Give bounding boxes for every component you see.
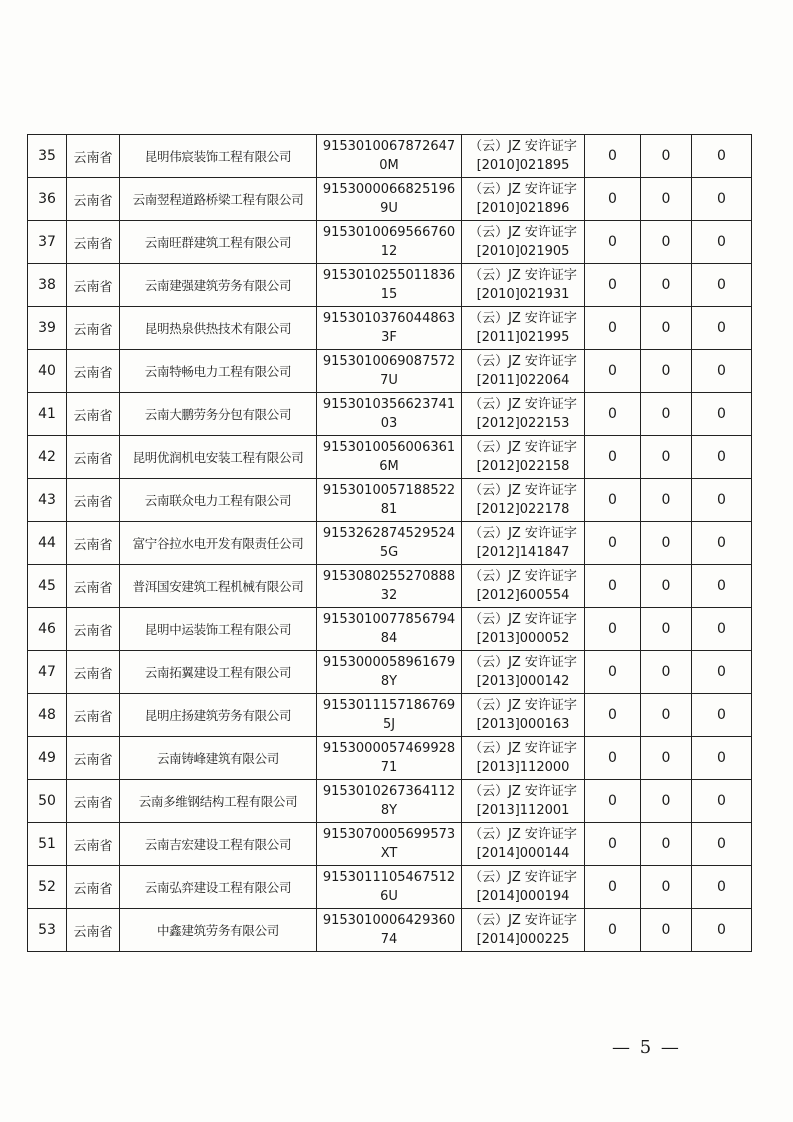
license-line-2: [2012]022178: [476, 502, 570, 517]
row-province: 云南省: [67, 135, 120, 178]
row-credit-code: [317, 479, 462, 522]
license-line-1: （云）JZ 安许证字: [469, 827, 577, 842]
row-credit-code: [317, 264, 462, 307]
table-row: [28, 866, 752, 909]
credit-code-line-1: 9153000066825196: [322, 182, 456, 197]
table-row: [28, 221, 752, 264]
credit-code-line-2: 8Y: [380, 674, 398, 689]
license-line-2: [2010]021931: [476, 287, 570, 302]
row-license-number: [462, 866, 585, 909]
row-credit-code: [317, 737, 462, 780]
row-credit-code: [317, 866, 462, 909]
license-line-1: （云）JZ 安许证字: [469, 526, 577, 541]
credit-code-line-1: 9153262874529524: [322, 526, 456, 541]
credit-code-line-2: 03: [380, 416, 398, 431]
row-company-name: 云南特畅电力工程有限公司: [120, 350, 317, 393]
row-index: 37: [28, 221, 67, 264]
row-license-number: [462, 608, 585, 651]
row-count-3: 0: [692, 221, 752, 264]
row-province: 云南省: [67, 651, 120, 694]
license-line-1: （云）JZ 安许证字: [469, 655, 577, 670]
row-province: 云南省: [67, 608, 120, 651]
row-company-name: 云南联众电力工程有限公司: [120, 479, 317, 522]
row-province: 云南省: [67, 565, 120, 608]
license-line-1: （云）JZ 安许证字: [469, 569, 577, 584]
row-count-2: 0: [641, 307, 692, 350]
row-count-1: 0: [585, 823, 641, 866]
row-company-name: 昆明伟宸装饰工程有限公司: [120, 135, 317, 178]
row-index: 52: [28, 866, 67, 909]
credit-code-line-1: 9153010376044863: [322, 311, 456, 326]
row-count-2: 0: [641, 393, 692, 436]
row-province: 云南省: [67, 909, 120, 952]
row-count-1: 0: [585, 307, 641, 350]
credit-code-line-2: 84: [380, 631, 398, 646]
page-number: — 5 —: [612, 1037, 681, 1058]
row-index: 40: [28, 350, 67, 393]
table-row: [28, 565, 752, 608]
row-credit-code: [317, 307, 462, 350]
credit-code-line-2: 74: [380, 932, 398, 947]
credit-code-line-1: 9153010006429360: [322, 913, 456, 928]
row-count-2: 0: [641, 823, 692, 866]
row-license-number: [462, 350, 585, 393]
row-company-name: 昆明热泉供热技术有限公司: [120, 307, 317, 350]
license-line-2: [2013]000163: [476, 717, 570, 732]
row-count-3: 0: [692, 479, 752, 522]
row-credit-code: [317, 608, 462, 651]
credit-code-line-2: 5G: [379, 545, 399, 560]
row-index: 49: [28, 737, 67, 780]
row-count-2: 0: [641, 565, 692, 608]
table-row: [28, 264, 752, 307]
table-row: [28, 694, 752, 737]
license-line-2: [2013]000142: [476, 674, 570, 689]
license-line-1: （云）JZ 安许证字: [469, 311, 577, 326]
credit-code-line-1: 9153070005699573: [322, 827, 456, 842]
license-line-2: [2011]021995: [476, 330, 570, 345]
row-credit-code: [317, 823, 462, 866]
row-count-2: 0: [641, 178, 692, 221]
credit-code-line-2: 81: [380, 502, 398, 517]
row-count-2: 0: [641, 866, 692, 909]
table-row: [28, 780, 752, 823]
table-row: [28, 823, 752, 866]
row-count-2: 0: [641, 135, 692, 178]
row-company-name: 昆明优润机电安装工程有限公司: [120, 436, 317, 479]
company-table: [27, 134, 752, 952]
row-license-number: [462, 264, 585, 307]
row-province: 云南省: [67, 178, 120, 221]
row-province: 云南省: [67, 694, 120, 737]
credit-code-line-2: 0M: [379, 158, 399, 173]
row-index: 44: [28, 522, 67, 565]
row-index: 42: [28, 436, 67, 479]
table-row: [28, 651, 752, 694]
row-index: 36: [28, 178, 67, 221]
row-license-number: [462, 823, 585, 866]
row-count-1: 0: [585, 565, 641, 608]
license-line-1: （云）JZ 安许证字: [469, 698, 577, 713]
table-row: [28, 178, 752, 221]
row-license-number: [462, 694, 585, 737]
row-credit-code: [317, 221, 462, 264]
license-line-1: （云）JZ 安许证字: [469, 268, 577, 283]
row-credit-code: [317, 436, 462, 479]
table-row: [28, 909, 752, 952]
row-count-2: 0: [641, 909, 692, 952]
row-count-2: 0: [641, 522, 692, 565]
row-license-number: [462, 780, 585, 823]
row-province: 云南省: [67, 264, 120, 307]
table-row: [28, 479, 752, 522]
license-line-1: （云）JZ 安许证字: [469, 741, 577, 756]
row-province: 云南省: [67, 479, 120, 522]
license-line-1: （云）JZ 安许证字: [469, 354, 577, 369]
credit-code-line-2: 12: [380, 244, 398, 259]
credit-code-line-1: 9153011157186769: [322, 698, 456, 713]
row-count-2: 0: [641, 651, 692, 694]
row-count-3: 0: [692, 307, 752, 350]
row-license-number: [462, 307, 585, 350]
row-count-1: 0: [585, 264, 641, 307]
row-count-2: 0: [641, 780, 692, 823]
row-index: 50: [28, 780, 67, 823]
row-index: 43: [28, 479, 67, 522]
credit-code-line-2: 7U: [380, 373, 398, 388]
row-company-name: 昆明庄扬建筑劳务有限公司: [120, 694, 317, 737]
row-license-number: [462, 651, 585, 694]
row-count-2: 0: [641, 694, 692, 737]
license-line-1: （云）JZ 安许证字: [469, 397, 577, 412]
credit-code-line-1: 9153010356623741: [322, 397, 456, 412]
row-count-3: 0: [692, 393, 752, 436]
row-count-3: 0: [692, 608, 752, 651]
row-index: 38: [28, 264, 67, 307]
row-count-1: 0: [585, 221, 641, 264]
credit-code-line-2: 32: [380, 588, 398, 603]
row-count-2: 0: [641, 436, 692, 479]
row-province: 云南省: [67, 393, 120, 436]
row-credit-code: [317, 694, 462, 737]
credit-code-line-2: 15: [380, 287, 398, 302]
license-line-1: （云）JZ 安许证字: [469, 225, 577, 240]
row-company-name: 云南建强建筑劳务有限公司: [120, 264, 317, 307]
row-count-1: 0: [585, 135, 641, 178]
row-license-number: [462, 135, 585, 178]
row-count-1: 0: [585, 866, 641, 909]
row-count-3: 0: [692, 135, 752, 178]
row-count-3: 0: [692, 780, 752, 823]
license-line-2: [2012]141847: [476, 545, 570, 560]
row-credit-code: [317, 565, 462, 608]
row-count-1: 0: [585, 522, 641, 565]
row-company-name: 云南弘弈建设工程有限公司: [120, 866, 317, 909]
license-line-2: [2010]021895: [476, 158, 570, 173]
credit-code-line-1: 9153010056006361: [322, 440, 456, 455]
license-line-1: （云）JZ 安许证字: [469, 139, 577, 154]
credit-code-line-1: 9153010255011836: [322, 268, 456, 283]
row-province: 云南省: [67, 307, 120, 350]
license-line-1: （云）JZ 安许证字: [469, 913, 577, 928]
credit-code-line-1: 9153080255270888: [322, 569, 456, 584]
table-row: [28, 135, 752, 178]
row-count-2: 0: [641, 737, 692, 780]
row-credit-code: [317, 522, 462, 565]
license-line-2: [2010]021896: [476, 201, 570, 216]
license-line-2: [2014]000144: [476, 846, 570, 861]
row-company-name: 中鑫建筑劳务有限公司: [120, 909, 317, 952]
credit-code-line-1: 9153010069566760: [322, 225, 456, 240]
row-company-name: 云南大鹏劳务分包有限公司: [120, 393, 317, 436]
row-credit-code: [317, 909, 462, 952]
row-count-3: 0: [692, 350, 752, 393]
table-row: [28, 350, 752, 393]
row-count-3: 0: [692, 823, 752, 866]
table-row: [28, 522, 752, 565]
row-count-1: 0: [585, 393, 641, 436]
credit-code-line-1: 9153010057188522: [322, 483, 456, 498]
row-credit-code: [317, 135, 462, 178]
row-count-2: 0: [641, 608, 692, 651]
row-license-number: [462, 522, 585, 565]
row-count-1: 0: [585, 608, 641, 651]
row-count-2: 0: [641, 264, 692, 307]
license-line-2: [2012]022153: [476, 416, 570, 431]
license-line-1: （云）JZ 安许证字: [469, 870, 577, 885]
row-province: 云南省: [67, 737, 120, 780]
row-count-1: 0: [585, 651, 641, 694]
row-count-1: 0: [585, 737, 641, 780]
license-line-2: [2011]022064: [476, 373, 570, 388]
row-count-3: 0: [692, 737, 752, 780]
row-credit-code: [317, 178, 462, 221]
row-company-name: 云南旺群建筑工程有限公司: [120, 221, 317, 264]
row-count-2: 0: [641, 350, 692, 393]
license-line-2: [2013]112001: [476, 803, 570, 818]
license-line-2: [2014]000194: [476, 889, 570, 904]
row-count-1: 0: [585, 780, 641, 823]
row-index: 51: [28, 823, 67, 866]
credit-code-line-1: 9153010077856794: [322, 612, 456, 627]
table-body: [28, 135, 752, 952]
table-row: [28, 307, 752, 350]
row-count-3: 0: [692, 565, 752, 608]
credit-code-line-2: 6M: [379, 459, 399, 474]
license-line-1: （云）JZ 安许证字: [469, 440, 577, 455]
table-row: [28, 737, 752, 780]
row-license-number: [462, 221, 585, 264]
row-index: 53: [28, 909, 67, 952]
row-count-2: 0: [641, 479, 692, 522]
row-count-3: 0: [692, 522, 752, 565]
license-line-2: [2013]112000: [476, 760, 570, 775]
row-company-name: 普洱国安建筑工程机械有限公司: [120, 565, 317, 608]
row-count-3: 0: [692, 436, 752, 479]
row-count-2: 0: [641, 221, 692, 264]
license-line-2: [2010]021905: [476, 244, 570, 259]
row-license-number: [462, 909, 585, 952]
row-index: 47: [28, 651, 67, 694]
row-credit-code: [317, 780, 462, 823]
credit-code-line-2: 3F: [381, 330, 397, 345]
row-count-1: 0: [585, 909, 641, 952]
credit-code-line-2: 5J: [382, 717, 396, 732]
row-company-name: 云南拓翼建设工程有限公司: [120, 651, 317, 694]
row-count-3: 0: [692, 909, 752, 952]
row-count-3: 0: [692, 651, 752, 694]
row-count-1: 0: [585, 479, 641, 522]
row-company-name: 云南翌程道路桥梁工程有限公司: [120, 178, 317, 221]
table-row: [28, 393, 752, 436]
row-license-number: [462, 565, 585, 608]
credit-code-line-1: 9153010067872647: [322, 139, 456, 154]
row-license-number: [462, 436, 585, 479]
row-province: 云南省: [67, 866, 120, 909]
row-credit-code: [317, 651, 462, 694]
row-company-name: 富宁谷拉水电开发有限责任公司: [120, 522, 317, 565]
row-province: 云南省: [67, 221, 120, 264]
row-province: 云南省: [67, 780, 120, 823]
credit-code-line-1: 9153000057469928: [322, 741, 456, 756]
table-row: [28, 608, 752, 651]
row-province: 云南省: [67, 350, 120, 393]
row-count-1: 0: [585, 694, 641, 737]
row-index: 35: [28, 135, 67, 178]
row-province: 云南省: [67, 823, 120, 866]
table-row: [28, 436, 752, 479]
row-count-3: 0: [692, 264, 752, 307]
license-line-2: [2012]022158: [476, 459, 570, 474]
credit-code-line-2: 71: [380, 760, 398, 775]
row-company-name: 云南吉宏建设工程有限公司: [120, 823, 317, 866]
row-license-number: [462, 479, 585, 522]
row-credit-code: [317, 393, 462, 436]
row-license-number: [462, 178, 585, 221]
credit-code-line-2: 6U: [380, 889, 398, 904]
credit-code-line-2: 9U: [380, 201, 398, 216]
row-index: 41: [28, 393, 67, 436]
credit-code-line-1: 9153010069087572: [322, 354, 456, 369]
row-index: 46: [28, 608, 67, 651]
credit-code-line-1: 9153000058961679: [322, 655, 456, 670]
row-credit-code: [317, 350, 462, 393]
license-line-1: （云）JZ 安许证字: [469, 612, 577, 627]
credit-code-line-2: 8Y: [380, 803, 398, 818]
row-company-name: 云南铸峰建筑有限公司: [120, 737, 317, 780]
row-index: 48: [28, 694, 67, 737]
row-count-1: 0: [585, 350, 641, 393]
row-index: 45: [28, 565, 67, 608]
row-index: 39: [28, 307, 67, 350]
row-count-3: 0: [692, 178, 752, 221]
row-count-3: 0: [692, 694, 752, 737]
row-province: 云南省: [67, 522, 120, 565]
license-line-1: （云）JZ 安许证字: [469, 182, 577, 197]
license-line-2: [2013]000052: [476, 631, 570, 646]
row-license-number: [462, 393, 585, 436]
credit-code-line-1: 9153010267364112: [322, 784, 456, 799]
license-line-2: [2012]600554: [476, 588, 570, 603]
row-count-3: 0: [692, 866, 752, 909]
row-province: 云南省: [67, 436, 120, 479]
license-line-2: [2014]000225: [476, 932, 570, 947]
row-company-name: 云南多维钢结构工程有限公司: [120, 780, 317, 823]
credit-code-line-1: 9153011105467512: [322, 870, 456, 885]
row-count-1: 0: [585, 178, 641, 221]
row-license-number: [462, 737, 585, 780]
row-company-name: 昆明中运装饰工程有限公司: [120, 608, 317, 651]
row-count-1: 0: [585, 436, 641, 479]
license-line-1: （云）JZ 安许证字: [469, 483, 577, 498]
license-line-1: （云）JZ 安许证字: [469, 784, 577, 799]
credit-code-line-2: XT: [380, 846, 398, 861]
